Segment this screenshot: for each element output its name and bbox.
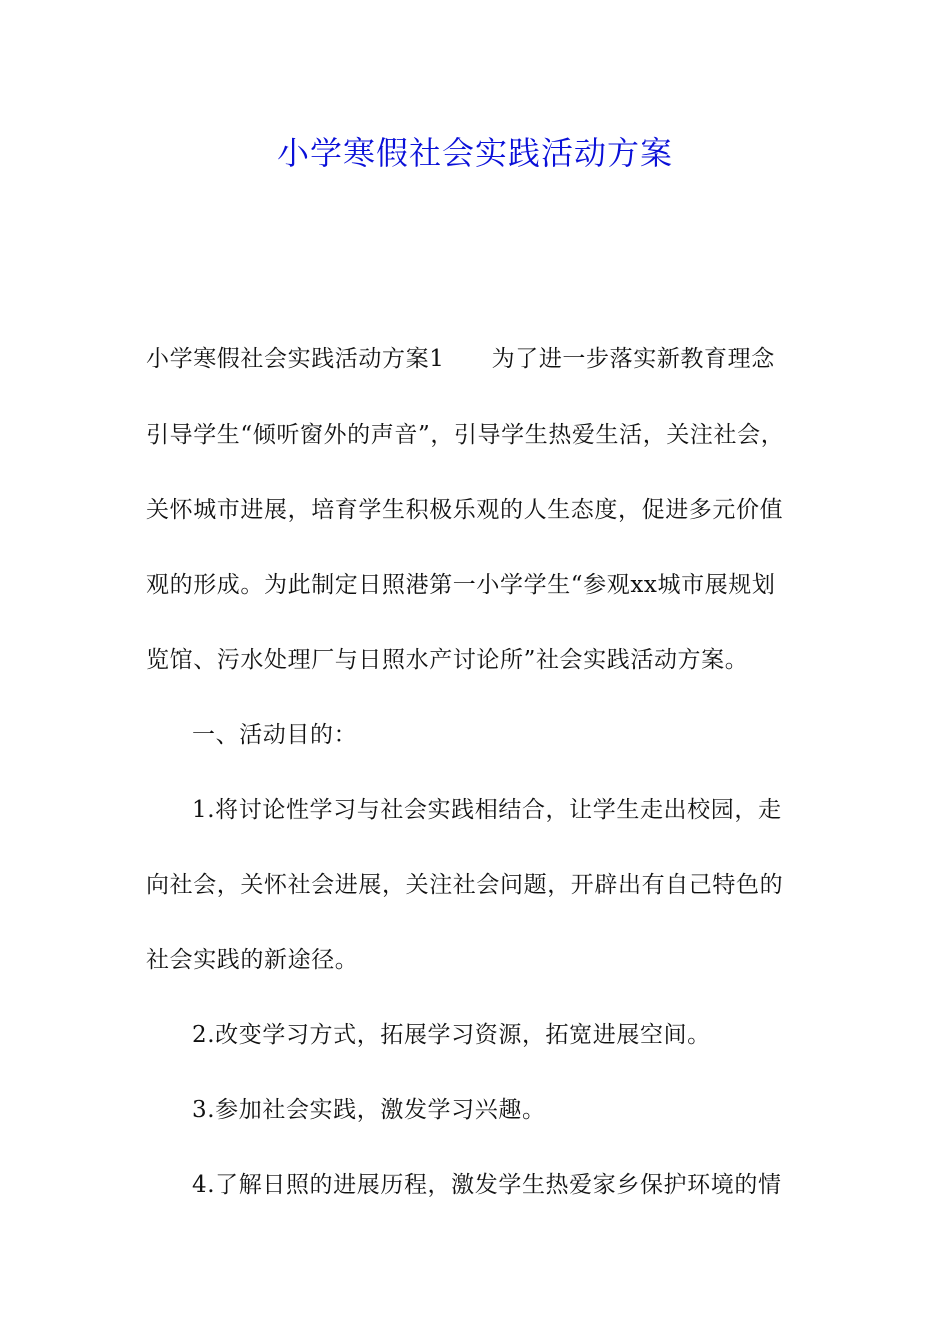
paragraph-line-2: 引导学生“倾听窗外的声音”，引导学生热爱生活，关注社会， bbox=[146, 422, 785, 448]
list-item-1-line-1: 1.将讨论性学习与社会实践相结合，让学生走出校园，走 bbox=[192, 797, 782, 823]
section-heading-purpose: 一、活动目的： bbox=[192, 722, 358, 748]
list-item-1-line-2: 向社会，关怀社会进展，关注社会问题，开辟出有自己特色的 bbox=[146, 872, 784, 898]
paragraph-line-3: 关怀城市进展，培育学生积极乐观的人生态度，促进多元价值 bbox=[146, 497, 784, 523]
list-item-3: 3.参加社会实践，激发学习兴趣。 bbox=[192, 1097, 546, 1123]
list-item-4-line-1: 4.了解日照的进展历程，激发学生热爱家乡保护环境的情 bbox=[192, 1172, 782, 1198]
paragraph-line-5: 览馆、污水处理厂与日照水产讨论所”社会实践活动方案。 bbox=[146, 647, 749, 673]
paragraph-line-1: 小学寒假社会实践活动方案1 为了进一步落实新教育理念 bbox=[146, 346, 775, 372]
list-item-2: 2.改变学习方式，拓展学习资源，拓宽进展空间。 bbox=[192, 1022, 711, 1048]
list-item-1-line-3: 社会实践的新途径。 bbox=[146, 947, 359, 973]
document-title: 小学寒假社会实践活动方案 bbox=[276, 134, 673, 172]
paragraph-line-4: 观的形成。为此制定日照港第一小学学生“参观xx城市展规划 bbox=[146, 572, 776, 598]
